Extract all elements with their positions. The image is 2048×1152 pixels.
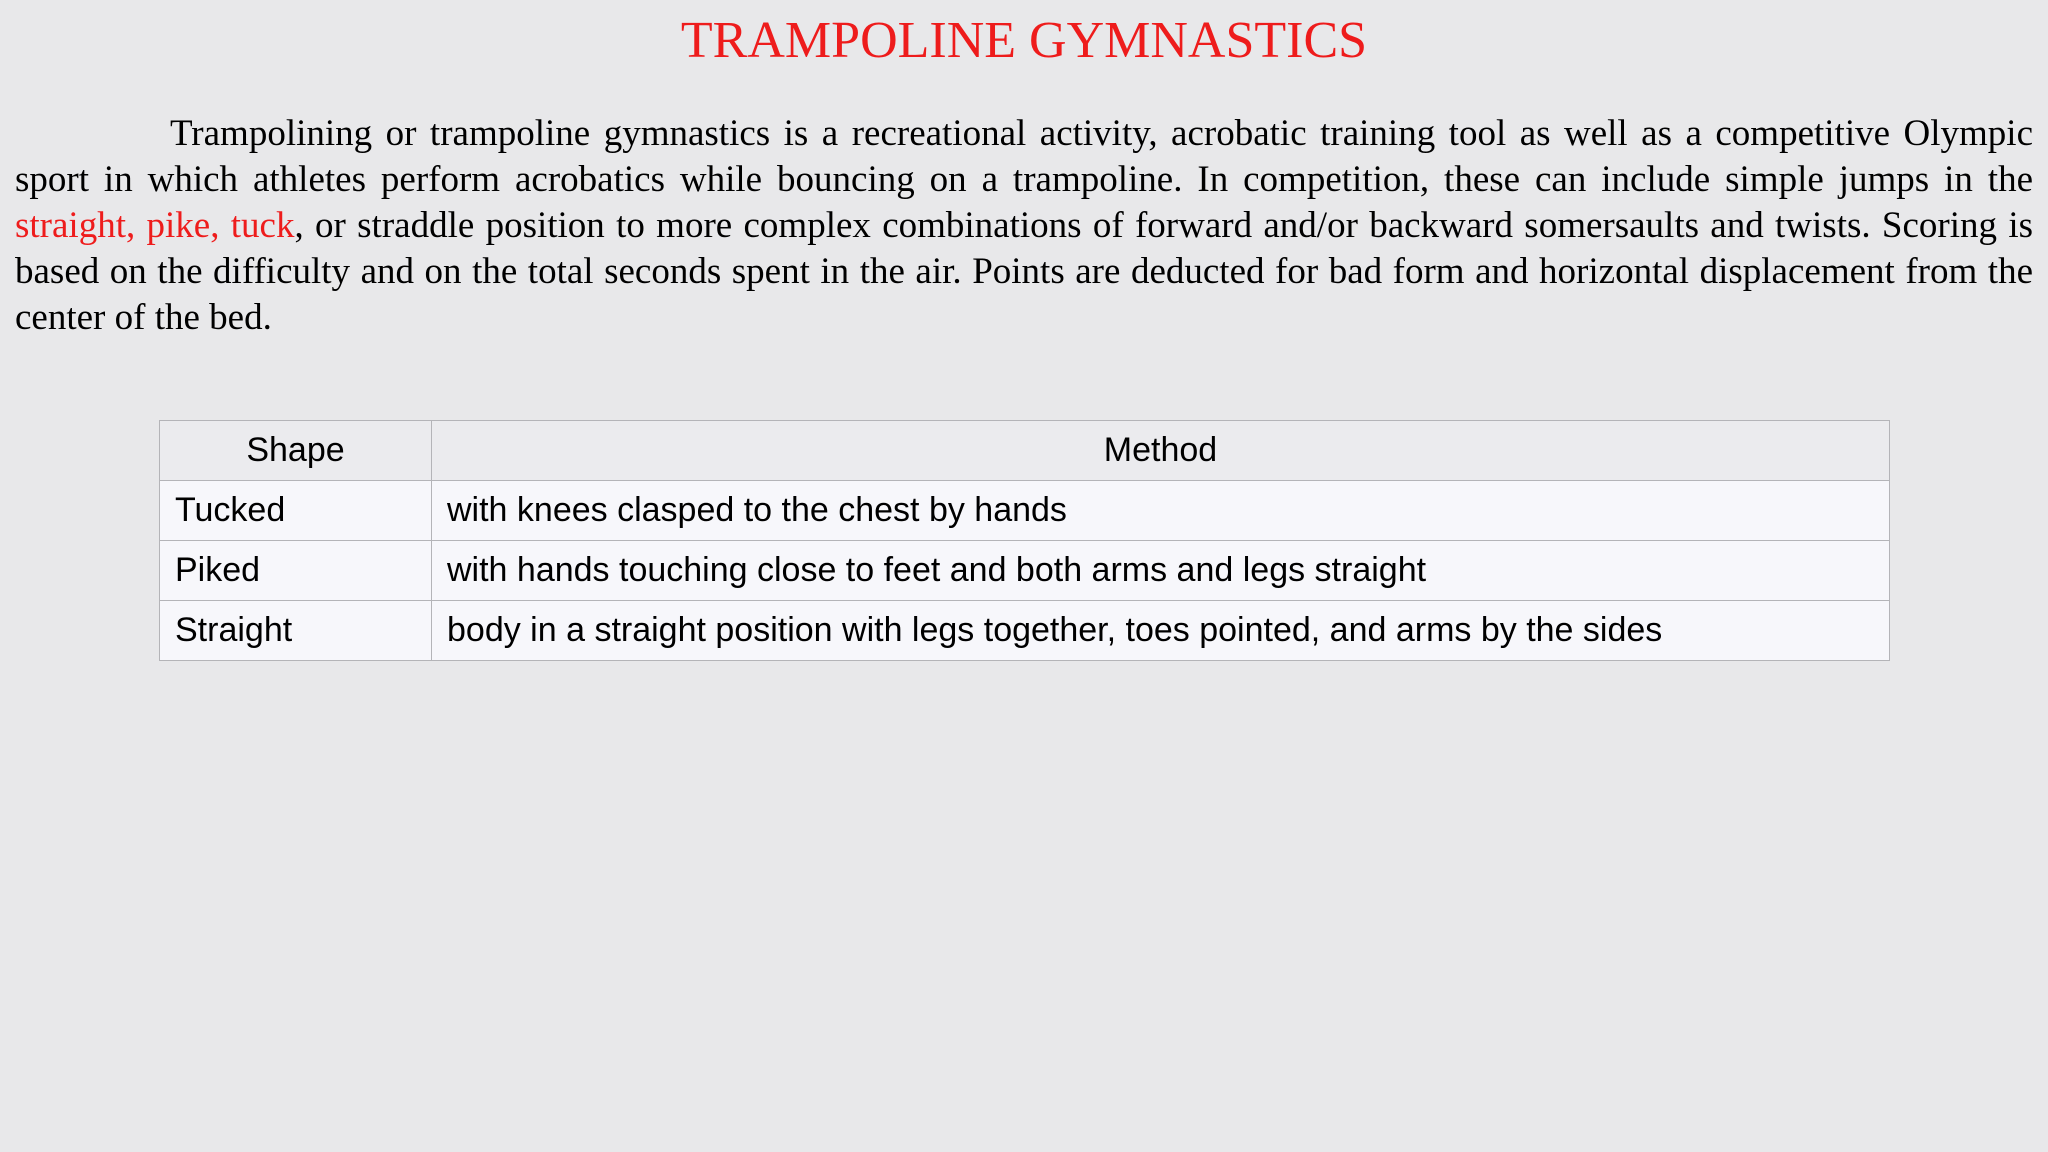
table-header-row xyxy=(160,421,1890,481)
intro-text-before: Trampolining or trampoline gymnastics is a recreational activity, acrobatic training tool as well as a competitive Olympic sport in which athletes perform acrobatics while bouncing on a trampoline. In competition, these can include simple jumps in the xyxy=(15,113,2033,200)
method-cell: with knees clasped to the chest by hands xyxy=(432,481,1890,541)
intro-text-after: , or straddle position to more complex combinations of forward and/or backward somersaults and twists. Scoring is based on the difficulty and on the total seconds spent in the air. Points are deducted for bad form and horizontal displacement from the center of the bed. xyxy=(15,205,2033,338)
method-cell: body in a straight position with legs together, toes pointed, and arms by the sides xyxy=(432,601,1890,661)
shape-cell: Straight xyxy=(160,601,432,661)
intro-paragraph xyxy=(15,111,2033,341)
shape-cell: Tucked xyxy=(160,481,432,541)
intro-highlight: straight, pike, tuck xyxy=(15,205,295,246)
header-method: Method xyxy=(432,421,1890,481)
table-row xyxy=(160,481,1890,541)
shape-method-table xyxy=(159,420,1890,661)
shape-cell: Piked xyxy=(160,541,432,601)
header-shape: Shape xyxy=(160,421,432,481)
table-row xyxy=(160,601,1890,661)
method-cell: with hands touching close to feet and both arms and legs straight xyxy=(432,541,1890,601)
slide-title: TRAMPOLINE GYMNASTICS xyxy=(680,12,1368,69)
table-row xyxy=(160,541,1890,601)
